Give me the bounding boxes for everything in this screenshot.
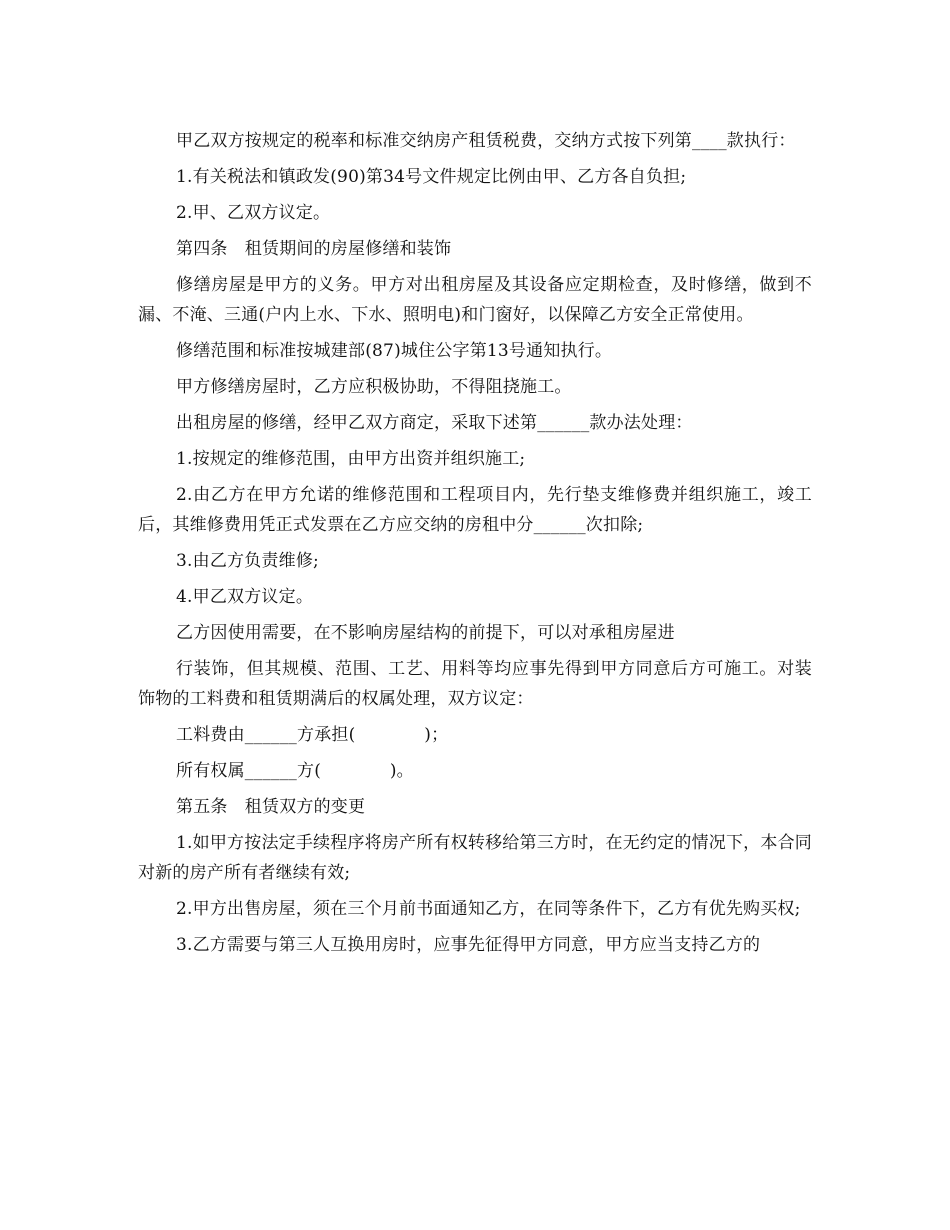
paragraph-repair-cooperation: 甲方修缮房屋时，乙方应积极协助，不得阻挠施工。 [176,377,572,397]
paragraph-repair-standard: 修缮范围和标准按城建部(87)城住公字第13号通知执行。 [176,341,613,361]
paragraph-tax-option-1: 1.有关税法和镇政发(90)第34号文件规定比例由甲、乙方各自负担; [176,167,687,187]
section-heading-article-5: 第五条 租赁双方的变更 [176,797,366,817]
paragraph-change-option-2: 2.甲方出售房屋，须在三个月前书面通知乙方，在同等条件下，乙方有优先购买权; [176,899,801,919]
paragraph-decoration-intro: 乙方因使用需要，在不影响房屋结构的前提下，可以对承租房屋进 [176,623,675,643]
paragraph-repair-method: 出租房屋的修缮，经甲乙双方商定，采取下述第______款办法处理： [176,413,693,433]
paragraph-repair-option-4: 4.甲乙双方议定。 [176,587,314,607]
paragraph-repair-option-2: 2.由乙方在甲方允诺的维修范围和工程项目内，先行垫支维修费并组织施工，竣工后，其维修费用凭正式发票在乙方应交纳的房租中分______次扣除; [138,485,812,535]
paragraph-tax-option-2: 2.甲、乙双方议定。 [176,203,331,223]
paragraph-change-option-1: 1.如甲方按法定手续程序将房产所有权转移给第三方时，在无约定的情况下，本合同对新的房产所有者继续有效; [138,833,812,883]
paragraph-change-option-3: 3.乙方需要与第三人互换用房时，应事先征得甲方同意，甲方应当支持乙方的 [176,935,761,955]
paragraph-material-cost: 工料费由______方承担( )； [176,725,449,745]
paragraph-ownership: 所有权属______方( )。 [176,761,414,781]
paragraph-decoration-terms: 行装饰，但其规模、范围、工艺、用料等均应事先得到甲方同意后方可施工。对装饰物的工料费和租赁期满后的权属处理，双方议定： [138,659,812,709]
paragraph-repair-duty: 修缮房屋是甲方的义务。甲方对出租房屋及其设备应定期检查，及时修缮，做到不漏、不淹、三通(户内上水、下水、照明电)和门窗好，以保障乙方安全正常使用。 [138,275,812,325]
document-body [138,126,812,960]
section-heading-article-4: 第四条 租赁期间的房屋修缮和装饰 [176,239,452,259]
paragraph-tax-payment: 甲乙双方按规定的税率和标准交纳房产租赁税费，交纳方式按下列第____款执行： [176,131,796,151]
paragraph-repair-option-1: 1.按规定的维修范围，由甲方出资并组织施工; [176,449,526,469]
paragraph-repair-option-3: 3.由乙方负责维修; [176,551,319,571]
